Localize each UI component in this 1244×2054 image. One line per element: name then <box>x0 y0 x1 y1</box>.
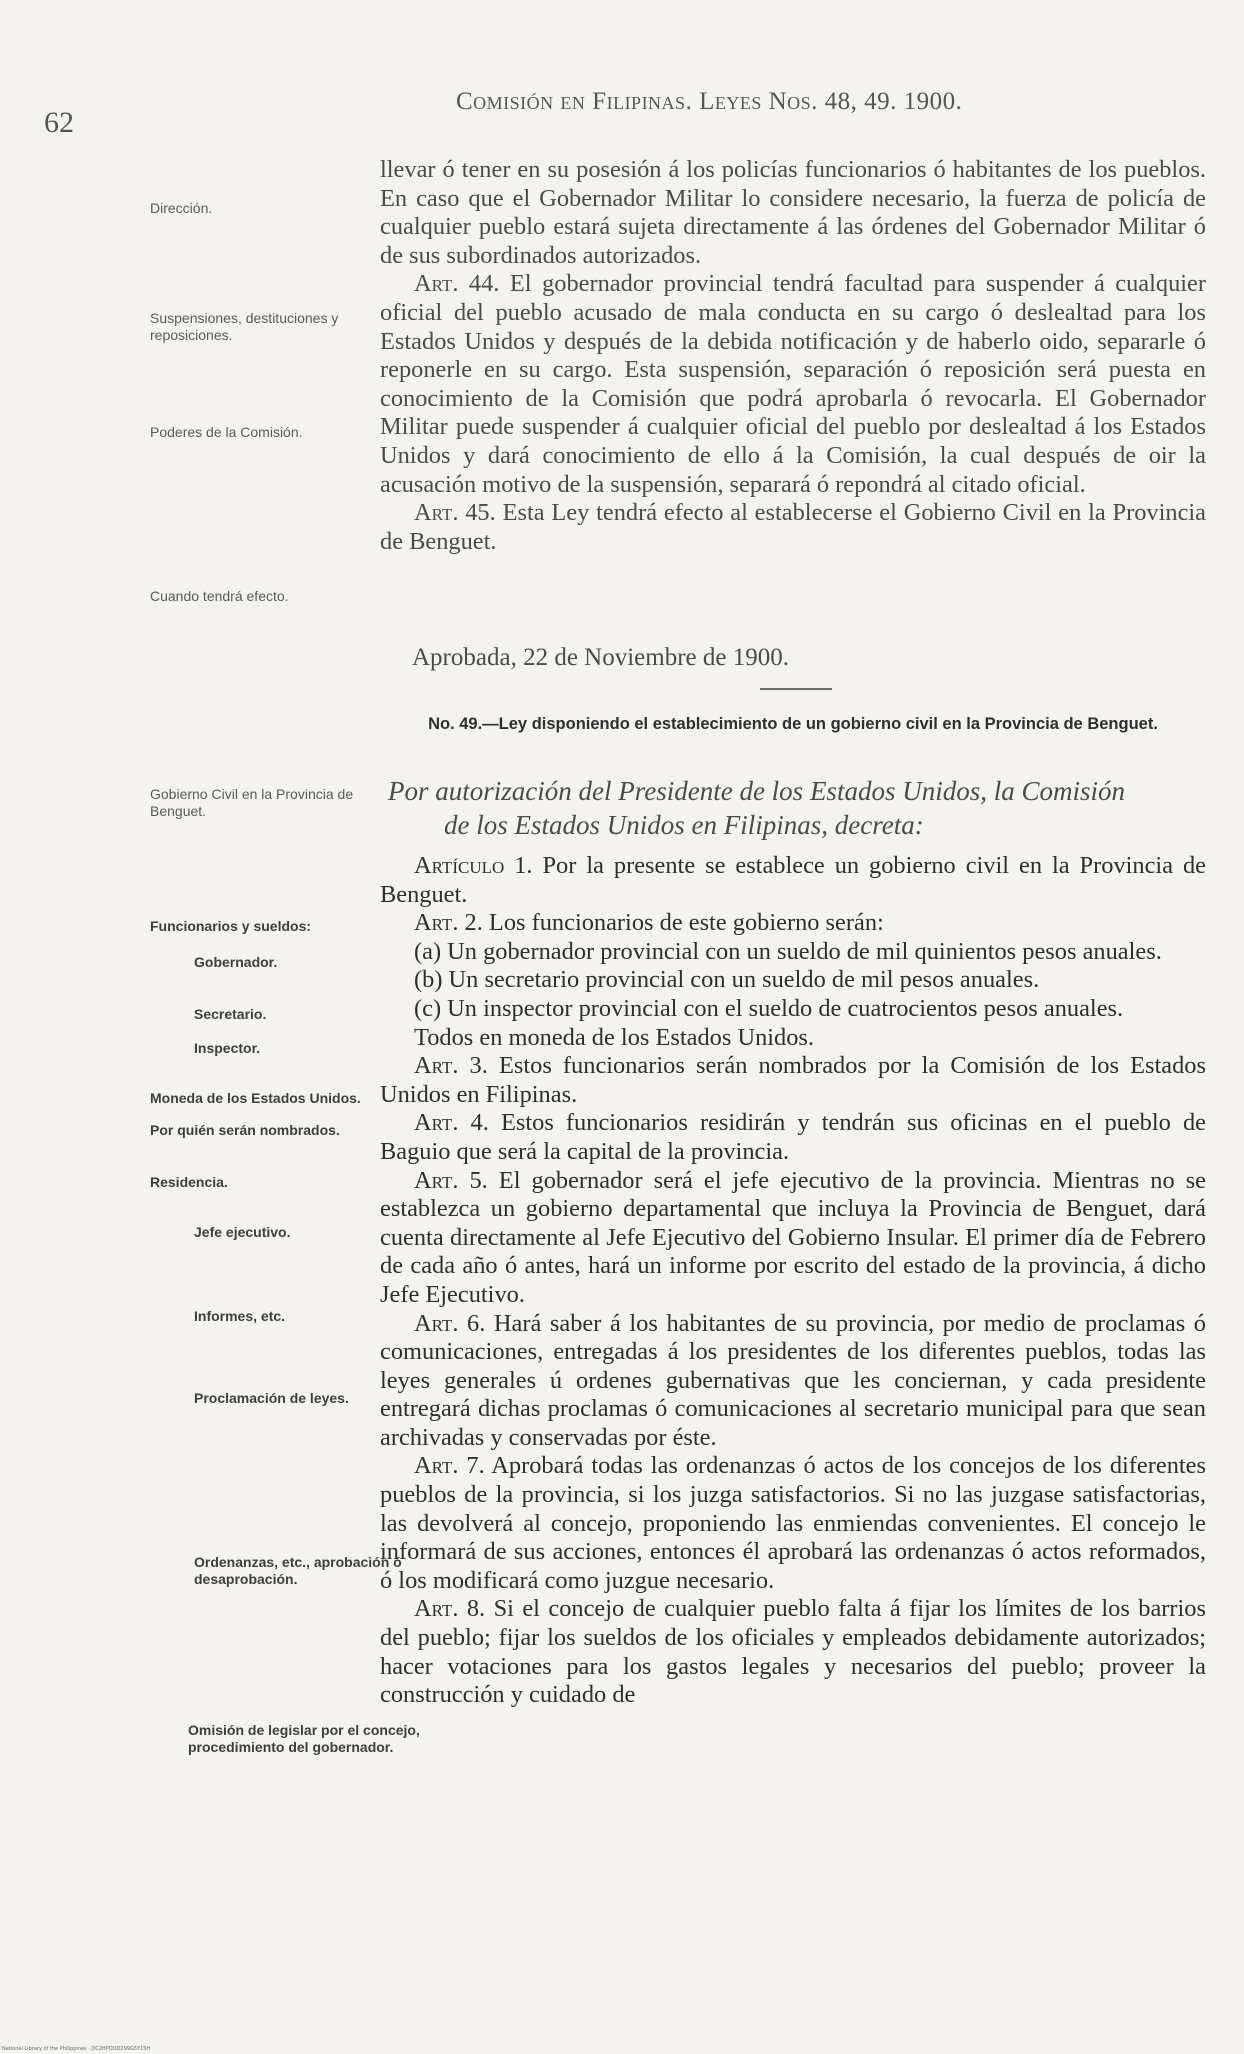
article-label: Art. 3. <box>414 1052 488 1080</box>
margin-note-funcionarios: Funcionarios y sueldos: <box>150 918 312 934</box>
margin-note-secretario: Secretario. <box>194 1006 267 1022</box>
law49-item-c: (c) Un inspector provincial con el sueldo de cuatrocientos pesos anuales. <box>414 994 1124 1022</box>
law49-article-3 <box>380 1052 1206 1109</box>
law49-article-7 <box>380 1452 1206 1595</box>
article-text: Por la presente se establece un gobierno civil en la Provincia de Benguet. <box>380 852 1206 908</box>
margin-note-direccion: Dirección. <box>150 200 213 216</box>
margin-note-moneda: Moneda de los Estados Unidos. <box>150 1090 361 1106</box>
law49-article-1 <box>380 852 1206 909</box>
law48-body <box>380 156 1206 556</box>
law49-item-a: (a) Un gobernador provincial con un sueldo de mil quinientos pesos anuales. <box>414 937 1162 965</box>
enacting-clause-line-1: Por autorización del Presidente de los Estados Unidos, la Comisión <box>388 776 1125 806</box>
margin-note-ordenanzas: Ordenanzas, etc., aprobación ó desaprobación. <box>194 1554 402 1587</box>
law49-article-8 <box>380 1595 1206 1709</box>
law49-article-5 <box>380 1167 1206 1310</box>
margin-note-inspector: Inspector. <box>194 1040 261 1056</box>
article-text: Los funcionarios de este gobierno serán: <box>488 909 884 937</box>
margin-note-jefe: Jefe ejecutivo. <box>194 1224 291 1240</box>
law48-paragraph-continued: llevar ó tener en su posesión á los policías funcionarios ó habitantes de los pueblos. En caso que el Gobernador Militar lo considere necesario, la fuerza de policía de cualquier pueblo estará sujeta directamente á las órdenes del Gobernador Militar ó de sus subordinados autorizados. <box>380 156 1206 269</box>
margin-note-suspensiones: Suspensiones, destituciones y reposiciones. <box>150 310 339 343</box>
enacting-clause-line-2: de los Estados Unidos en Filipinas, decreta: <box>444 810 924 840</box>
law49-currency: Todos en moneda de los Estados Unidos. <box>414 1023 815 1051</box>
law48-article-45 <box>380 499 1206 556</box>
article-text: Aprobará todas las ordenanzas ó actos de los concejos de los diferentes pueblos de la provincia, si los juzga satisfactorios. Si no las juzgase satisfactorias, las devolverá al concejo, proponiendo las enmiendas convenientes. El concejo le informará de sus acciones, entonces él aprobará las ordenanzas ó actos reformados, ó los modificará como juzgue necesario. <box>380 1452 1206 1594</box>
law49-article-2 <box>380 909 1206 938</box>
page-number: 62 <box>44 106 74 139</box>
law48-article-44 <box>380 270 1206 499</box>
margin-note-proclamacion: Proclamación de leyes. <box>194 1390 349 1406</box>
article-text: Si el concejo de cualquier pueblo falta á fijar los límites de los barrios del pueblo; fijar los sueldos de los oficiales y empleados debidamente autorizados; hacer votaciones para los gastos legales y necesarios del pueblo; proveer la construcción y cuidado de <box>380 1595 1206 1709</box>
law49-heading: No. 49.—Ley disponiendo el establecimiento de un gobierno civil en la Provincia de Benguet. <box>428 715 1158 733</box>
article-label: Art. 8. <box>414 1595 486 1623</box>
article-label: Art. 6. <box>414 1309 486 1337</box>
margin-note-residencia: Residencia. <box>150 1174 228 1190</box>
article-text: Estos funcionarios serán nombrados por la Comisión de los Estados Unidos en Filipinas. <box>380 1052 1206 1108</box>
law49-article-4 <box>380 1109 1206 1166</box>
article-label: Art. 7. <box>414 1452 485 1480</box>
article-text: Hará saber á los habitantes de su provincia, por medio de proclamas ó comunicaciones, entregadas á los presidentes de los diferentes pueblos, todas las leyes generales ú ordenes gubernativas que les conciernan, y cada presidente entregará dichas proclamas ó comunicaciones al secretario municipal para que sean archivadas y conservadas por éste. <box>380 1309 1206 1451</box>
margin-note-informes: Informes, etc. <box>194 1308 286 1324</box>
article-label: Art. 4. <box>414 1109 489 1137</box>
margin-note-gobernador: Gobernador. <box>194 954 278 970</box>
article-text: El gobernador provincial tendrá facultad para suspender á cualquier oficial del pueblo acusado de mala conducta en su cargo ó deslealtad para los Estados Unidos y después de la debida notificación y de haberlo oido, separarle ó reponerle en su cargo. Esta suspensión, separación ó reposición será puesta en conocimiento de la Comisión que podrá aprobarla ó revocarla. El Gobernador Militar puede suspender á cualquier oficial del pueblo por deslealtad á los Estados Unidos y dará conocimiento de ello á la Comisión, la cual después de oir la acusación motivo de la suspensión, separará ó repondrá al citado oficial. <box>380 270 1207 498</box>
law49-article-6 <box>380 1310 1206 1453</box>
article-text: El gobernador será el jefe ejecutivo de la provincia. Mientras no se establezca un gobierno departamental que incluya la Provincia de Benguet, dará cuenta directamente al Jefe Ejecutivo del Gobierno Insular. El primer día de Febrero de cada año ó antes, hará un informe por escrito del estado de la provincia, á dicho Jefe Ejecutivo. <box>380 1166 1206 1308</box>
law49-body <box>380 852 1206 1710</box>
margin-note-cuando: Cuando tendrá efecto. <box>150 588 289 604</box>
scan-source-label: National Library of the Philippines · DC2HPOOD299G5Y1SH <box>2 2046 151 2052</box>
margin-note-omision: Omisión de legislar por el concejo, procedimiento del gobernador. <box>188 1722 420 1755</box>
running-head: Comisión en Filipinas. Leyes Nos. 48, 49. 1900. <box>456 88 963 115</box>
article-text: Estos funcionarios residirán y tendrán sus oficinas en el pueblo de Baguio que será la capital de la provincia. <box>380 1109 1206 1165</box>
approval-date: Aprobada, 22 de Noviembre de 1900. <box>412 644 789 671</box>
law49-item-b: (b) Un secretario provincial con un sueldo de mil pesos anuales. <box>414 966 1040 994</box>
section-divider <box>760 688 832 690</box>
margin-note-poderes: Poderes de la Comisión. <box>150 424 303 440</box>
enacting-clause <box>388 774 1206 842</box>
article-label: Art. 2. <box>414 909 483 937</box>
margin-note-por-quien: Por quién serán nombrados. <box>150 1122 340 1138</box>
article-label: Art. 45. <box>414 499 496 527</box>
article-label: Artículo 1. <box>414 852 533 879</box>
article-label: Art. 5. <box>414 1166 488 1194</box>
article-text: Esta Ley tendrá efecto al establecerse el Gobierno Civil en la Provincia de Benguet. <box>380 499 1207 555</box>
article-label: Art. 44. <box>414 270 500 298</box>
margin-note-gobierno-civil: Gobierno Civil en la Provincia de Benguet. <box>150 786 354 819</box>
